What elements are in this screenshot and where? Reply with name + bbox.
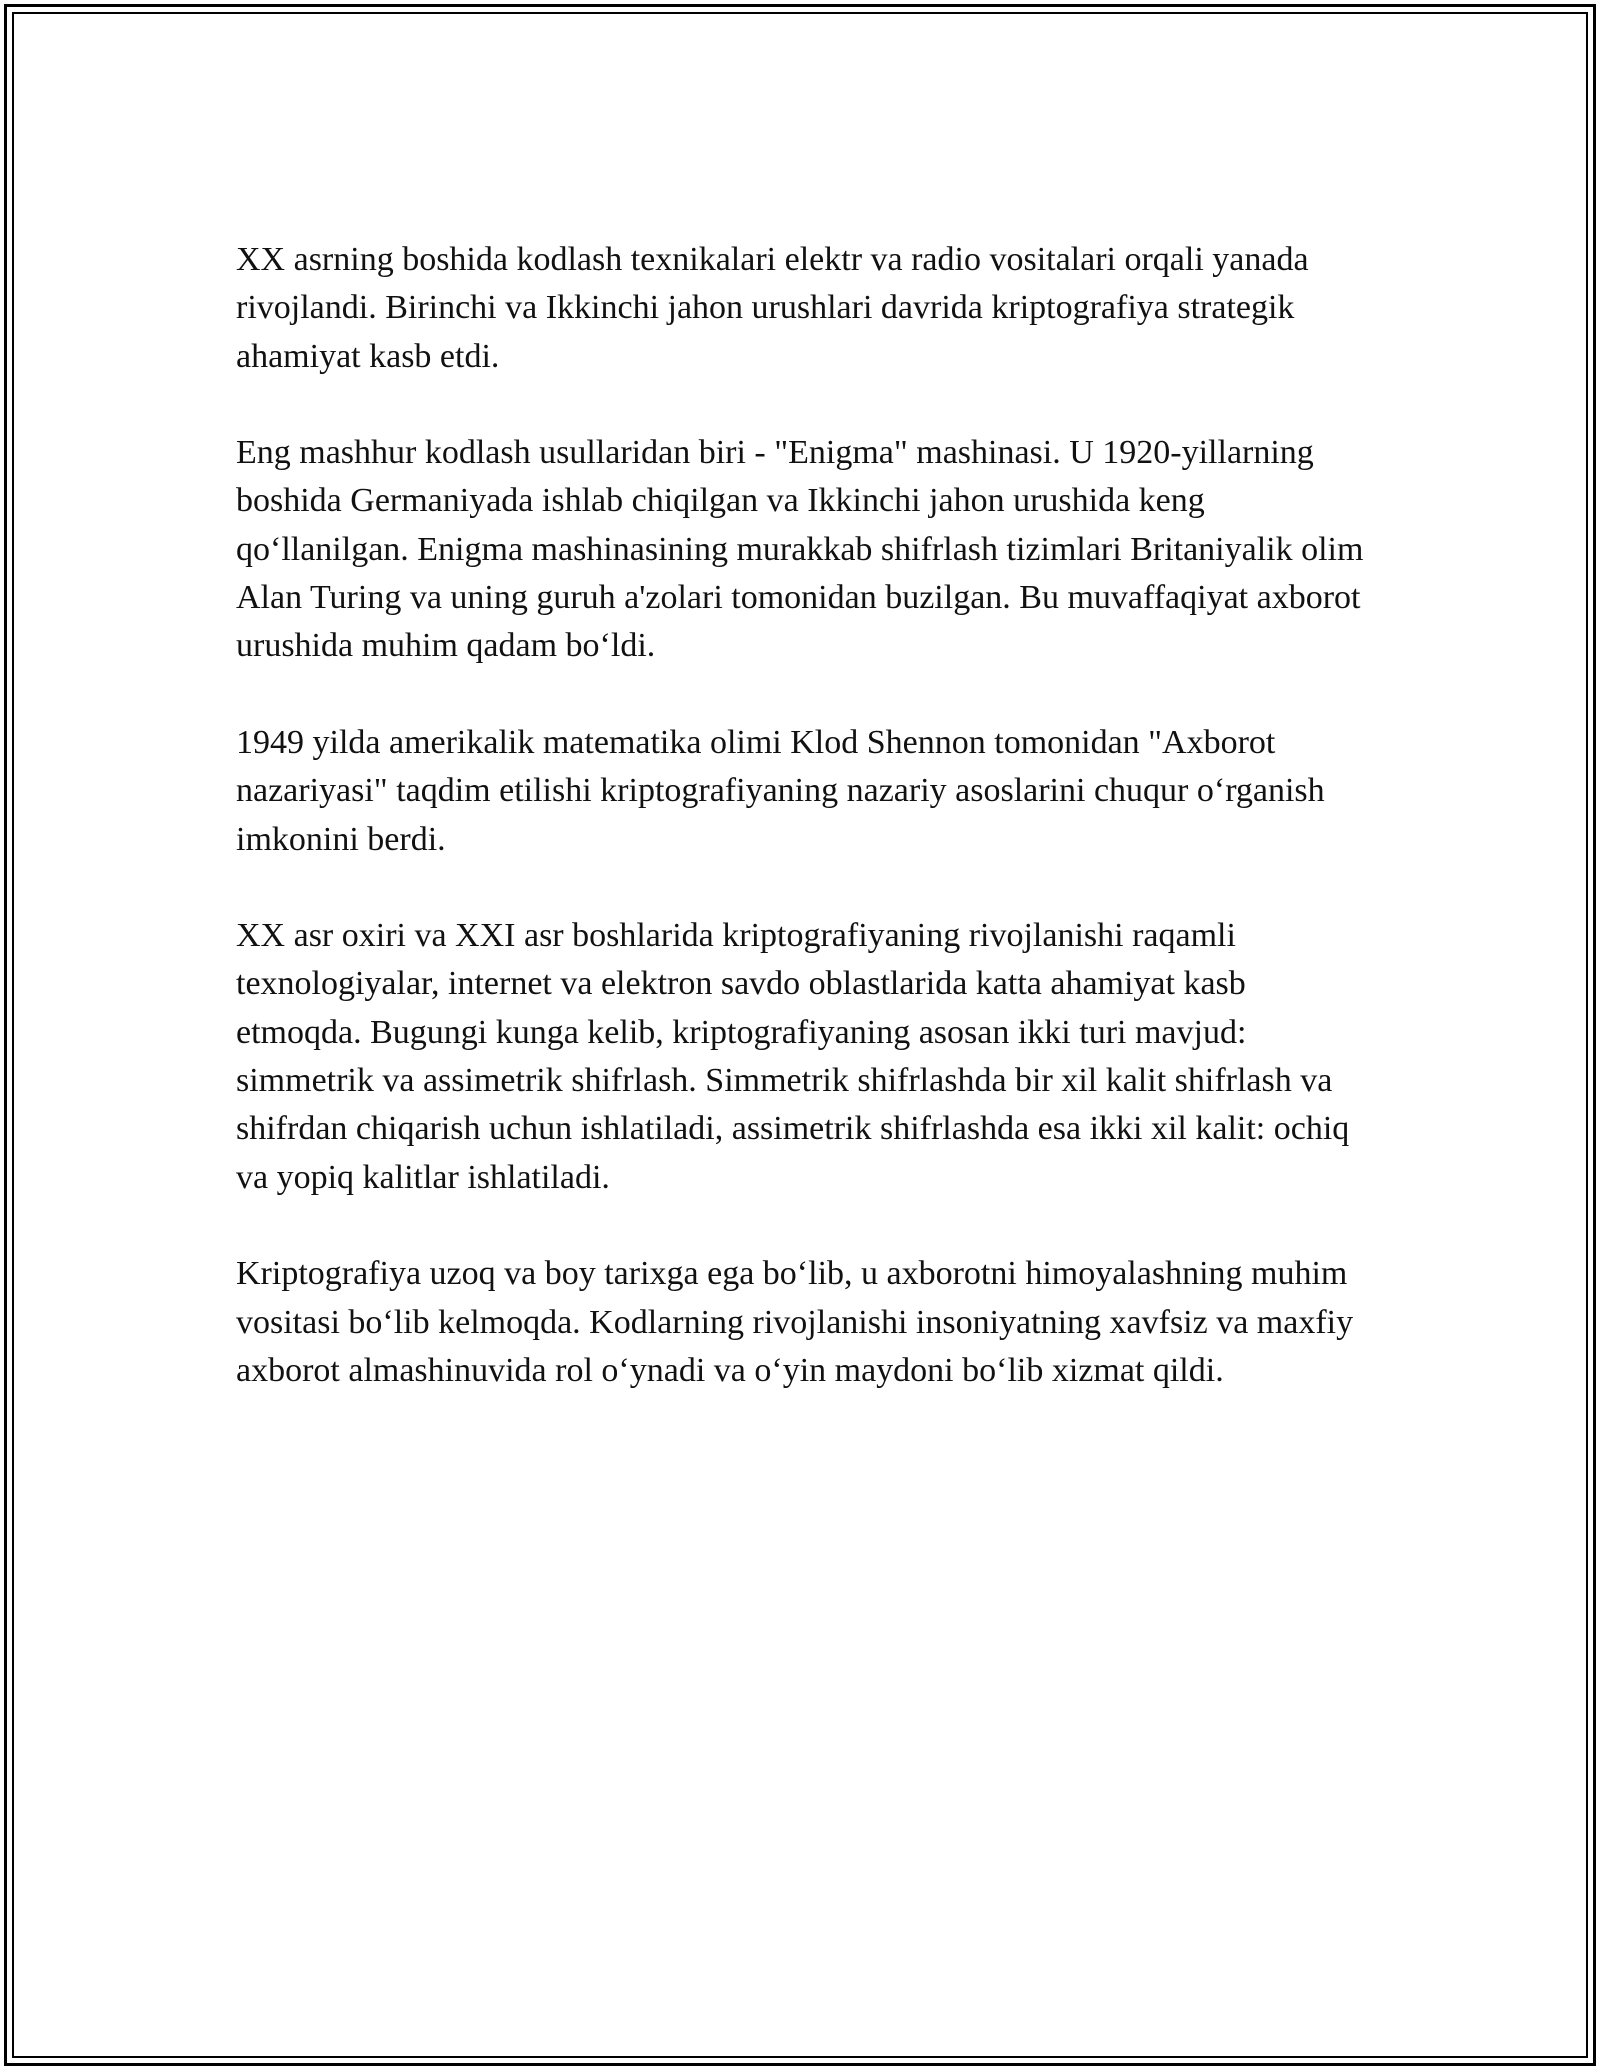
paragraph-4: XX asr oxiri va XXI asr boshlarida kriptografiyaning rivojlanishi raqamli texnologiyalar, internet va elektron savdo oblastlarida katta ahamiyat kasb etmoqda. Bugungi kunga kelib, kriptografiyaning asosan ikki turi mavjud: simmetrik va assimetrik shifrlash. Simmetrik shifrlashda bir xil kalit shifrlash va shifrdan chiqarish uchun ishlatiladi, assimetrik shifrlashda esa ikki xil kalit: ochiq va yopiq kalitlar ishlatiladi. bbox=[236, 917, 1350, 1196]
paragraph-3: 1949 yilda amerikalik matematika olimi Klod Shennon tomonidan "Axborot nazariyasi" taqdim etilishi kriptografiyaning nazariy asoslarini chuqur o‘rganish imkonini berdi. bbox=[236, 723, 1325, 858]
paragraph-5: Kriptografiya uzoq va boy tarixga ega bo‘lib, u axborotni himoyalashning muhim vositasi bo‘lib kelmoqda. Kodlarning rivojlanishi insoniyatning xavfsiz va maxfiy axborot almashinuvida rol o‘ynadi va o‘yin maydoni bo‘lib xizmat qildi. bbox=[236, 1255, 1354, 1389]
document-body bbox=[236, 236, 1364, 1443]
paragraph-2: Eng mashhur kodlash usullaridan biri - "Enigma" mashinasi. U 1920-yillarning boshida Germaniyada ishlab chiqilgan va Ikkinchi jahon urushida keng qo‘llanilgan. Enigma mashinasining murakkab shifrlash tizimlari Britaniyalik olim Alan Turing va uning guruh a'zolari tomonidan buzilgan. Bu muvaffaqiyat axborot urushida muhim qadam bo‘ldi. bbox=[236, 434, 1364, 665]
paragraph-1: XX asrning boshida kodlash texnikalari elektr va radio vositalari orqali yanada rivojlandi. Birinchi va Ikkinchi jahon urushlari davrida kriptografiya strategik ahamiyat kasb etdi. bbox=[236, 241, 1309, 375]
